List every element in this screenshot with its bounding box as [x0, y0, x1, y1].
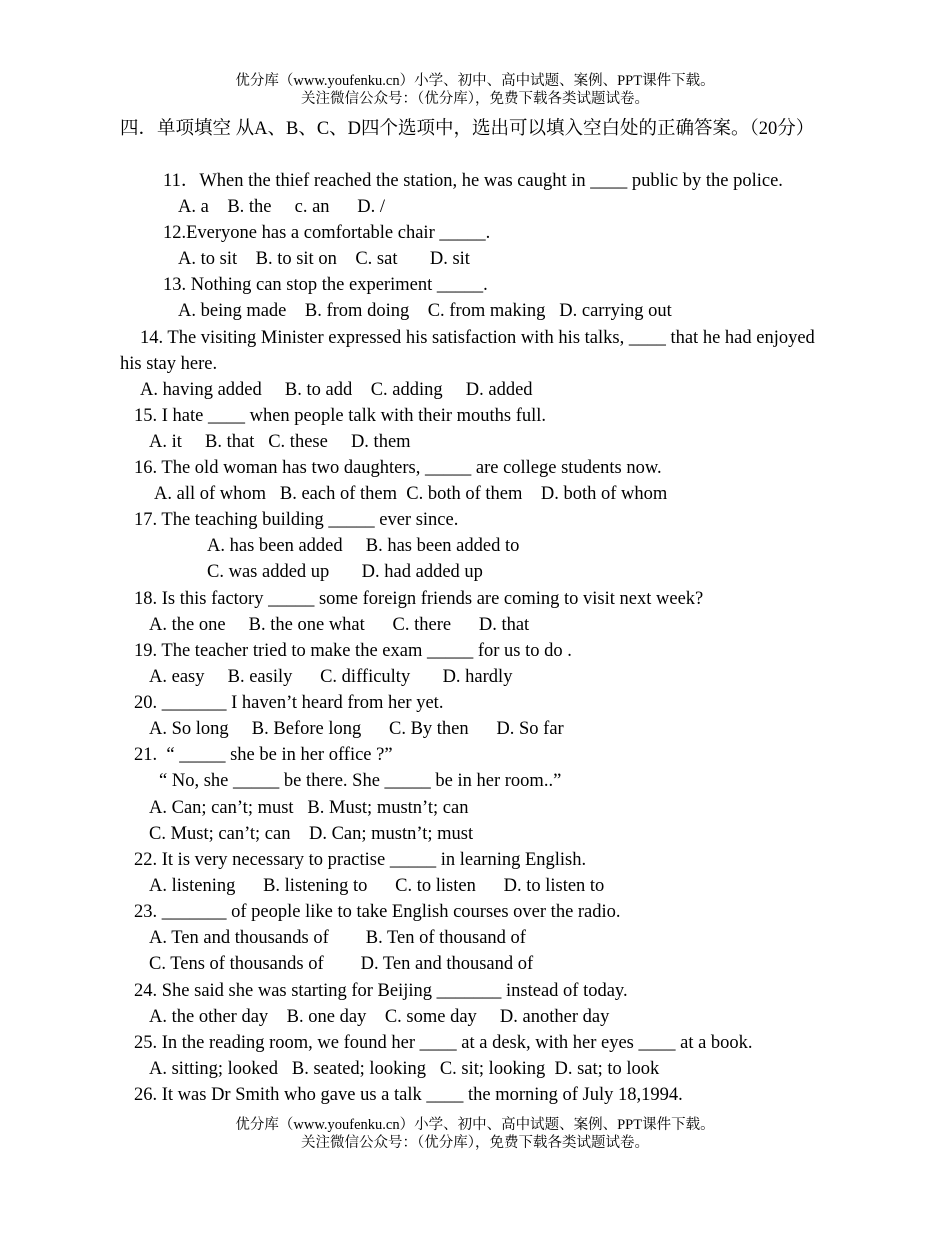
question-12-options: A. to sit B. to sit on C. sat D. sit — [178, 249, 470, 269]
question-21-stem-cont: “ No, she _____ be there. She _____ be in her room..” — [159, 771, 562, 791]
question-18-options: A. the one B. the one what C. there D. that — [149, 615, 530, 635]
footer-line-2: 关注微信公众号：（优分库），免费下载各类试题试卷。 — [301, 1135, 649, 1151]
question-23-options-2: C. Tens of thousands of D. Ten and thousand of — [149, 954, 534, 974]
footer-line-1: 优分库（www.youfenku.cn）小学、初中、高中试题、案例、PPT课件下载。 — [235, 1117, 715, 1133]
question-17-options-2: C. was added up D. had added up — [207, 562, 483, 582]
question-17-options-1: A. has been added B. has been added to — [207, 536, 520, 556]
question-13-stem: 13. Nothing can stop the experiment _____. — [163, 275, 488, 295]
question-25-options: A. sitting; looked B. seated; looking C. sit; looking D. sat; to look — [149, 1059, 660, 1079]
question-21-options-1: A. Can; can’t; must B. Must; mustn’t; can — [149, 798, 469, 818]
question-21-stem: 21. “ _____ she be in her office ?” — [134, 745, 393, 765]
page-footer — [0, 1116, 950, 1152]
question-20-options: A. So long B. Before long C. By then D. So far — [149, 719, 564, 739]
question-19-stem: 19. The teacher tried to make the exam _____ for us to do . — [134, 641, 572, 661]
question-22-options: A. listening B. listening to C. to listen D. to listen to — [149, 876, 605, 896]
question-15-options: A. it B. that C. these D. them — [149, 432, 411, 452]
question-15-stem: 15. I hate ____ when people talk with their mouths full. — [134, 406, 547, 426]
question-16-options: A. all of whom B. each of them C. both of them D. both of whom — [154, 484, 668, 504]
question-18-stem: 18. Is this factory _____ some foreign friends are coming to visit next week? — [134, 589, 704, 609]
question-23-options-1: A. Ten and thousands of B. Ten of thousand of — [149, 928, 526, 948]
question-14-stem-cont: his stay here. — [120, 354, 218, 374]
question-17-stem: 17. The teaching building _____ ever since. — [134, 510, 459, 530]
question-24-options: A. the other day B. one day C. some day D. another day — [149, 1007, 610, 1027]
page-header — [0, 72, 950, 108]
question-13-options: A. being made B. from doing C. from making D. carrying out — [178, 301, 672, 321]
question-14-stem: 14. The visiting Minister expressed his satisfaction with his talks, ____ that he had enjoyed — [140, 328, 815, 348]
question-25-stem: 25. In the reading room, we found her ____ at a desk, with her eyes ____ at a book. — [134, 1033, 753, 1053]
section-title: 四．单项填空 从A、B、C、D四个选项中，选出可以填入空白处的正确答案。（20分） — [120, 119, 815, 139]
question-19-options: A. easy B. easily C. difficulty D. hardly — [149, 667, 513, 687]
question-16-stem: 16. The old woman has two daughters, _____ are college students now. — [134, 458, 662, 478]
question-26-stem: 26. It was Dr Smith who gave us a talk ____ the morning of July 18,1994. — [134, 1085, 683, 1105]
question-20-stem: 20. _______ I haven’t heard from her yet. — [134, 693, 444, 713]
question-22-stem: 22. It is very necessary to practise _____ in learning English. — [134, 850, 587, 870]
question-21-options-2: C. Must; can’t; can D. Can; mustn’t; must — [149, 824, 474, 844]
question-11-options: A. a B. the c. an D. / — [178, 197, 386, 217]
header-line-1: 优分库（www.youfenku.cn）小学、初中、高中试题、案例、PPT课件下载。 — [235, 73, 715, 89]
question-24-stem: 24. She said she was starting for Beijing _______ instead of today. — [134, 981, 628, 1001]
question-12-stem: 12.Everyone has a comfortable chair _____. — [163, 223, 491, 243]
header-line-2: 关注微信公众号：（优分库），免费下载各类试题试卷。 — [301, 91, 649, 107]
question-14-options: A. having added B. to add C. adding D. added — [140, 380, 533, 400]
question-11-stem: 11．When the thief reached the station, he was caught in ____ public by the police. — [163, 171, 783, 191]
question-23-stem: 23. _______ of people like to take English courses over the radio. — [134, 902, 621, 922]
